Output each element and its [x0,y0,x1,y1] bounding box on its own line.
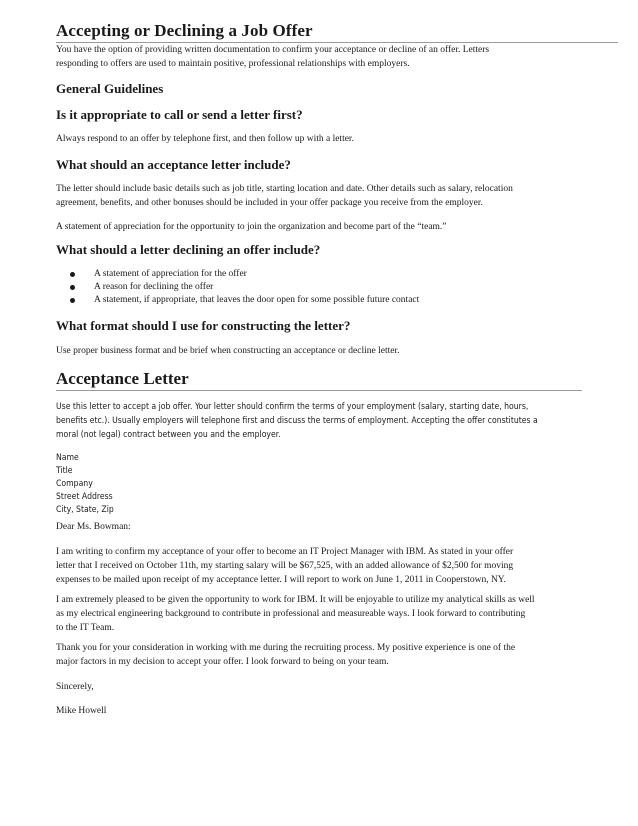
q2-body-line-1: The letter should include basic details such as job title, starting location and date. Other details such as salary, relocation [56,184,513,194]
acceptance-letter-heading: Acceptance Letter [56,368,582,391]
para2-line-1: I am extremely pleased to be given the opportunity to work for IBM. It will be enjoyable to utilize my analytical skills as well [56,595,535,605]
bullet-icon [70,298,75,303]
para3-line-2: major factors in my decision to accept your offer. I look forward to being on your team. [56,657,389,667]
address-name: Name [56,453,79,463]
intro-line-1: You have the option of providing written documentation to confirm your acceptance or decline of an offer. Letters [56,45,490,55]
general-guidelines-heading: General Guidelines [56,81,164,96]
address-street: Street Address [56,492,113,502]
bullet-icon [70,272,75,277]
q2-body-2: A statement of appreciation for the opportunity to join the organization and become part of the “team.” [56,222,447,232]
list-item: A reason for declining the offer [56,281,419,294]
q4-body: Use proper business format and be brief when constructing an acceptance or decline letter. [56,346,400,356]
q2-body-line-2: agreement, benefits, and other bonuses should be included in your offer package you receive from the employer. [56,198,483,208]
page-title: Accepting or Declining a Job Offer [56,20,618,43]
q4-heading: What format should I use for constructing the letter? [56,318,351,333]
para1-line-2: letter that I received on October 11th, my starting salary will be $67,525, with an added allowance of $2,500 for moving [56,561,514,571]
bullet-icon [70,285,75,290]
list-item: A statement, if appropriate, that leaves the door open for some possible future contact [56,294,419,307]
acceptance-intro-line-2: benefits etc.). Usually employers will telephone first and discuss the terms of employment. Accepting the offer constitutes a [56,416,538,426]
signature: Mike Howell [56,706,107,716]
list-item: A statement of appreciation for the offer [56,268,419,281]
para2-line-3: to the IT Team. [56,623,115,633]
q1-body: Always respond to an offer by telephone first, and then follow up with a letter. [56,134,354,144]
address-title: Title [56,466,73,476]
q3-heading: What should a letter declining an offer include? [56,242,321,257]
salutation: Dear Ms. Bowman: [56,522,131,532]
address-company: Company [56,479,93,489]
acceptance-intro-line-3: moral (not legal) contract between you and the employer. [56,430,281,440]
q2-heading: What should an acceptance letter include? [56,157,291,172]
declining-bullet-list [56,268,419,307]
para3-line-1: Thank you for your consideration in working with me during the recruiting process. My positive experience is one of the [56,643,516,653]
para1-line-3: expenses to be mailed upon receipt of my acceptance letter. I will report to work on June 1, 2011 in Cooperstown, NY. [56,575,506,585]
para1-line-1: I am writing to confirm my acceptance of your offer to become an IT Project Manager with IBM. As stated in your offer [56,547,514,557]
closing: Sincerely, [56,682,94,692]
address-city: City, State, Zip [56,505,114,515]
intro-line-2: responding to offers are used to maintain positive, professional relationships with employers. [56,59,410,69]
q1-heading: Is it appropriate to call or send a letter first? [56,107,303,122]
para2-line-2: as my electrical engineering background to contribute in professional and measureable ways. I look forward to contributing [56,609,526,619]
acceptance-intro-line-1: Use this letter to accept a job offer. Your letter should confirm the terms of your employment (salary, starting date, hours, [56,402,529,412]
